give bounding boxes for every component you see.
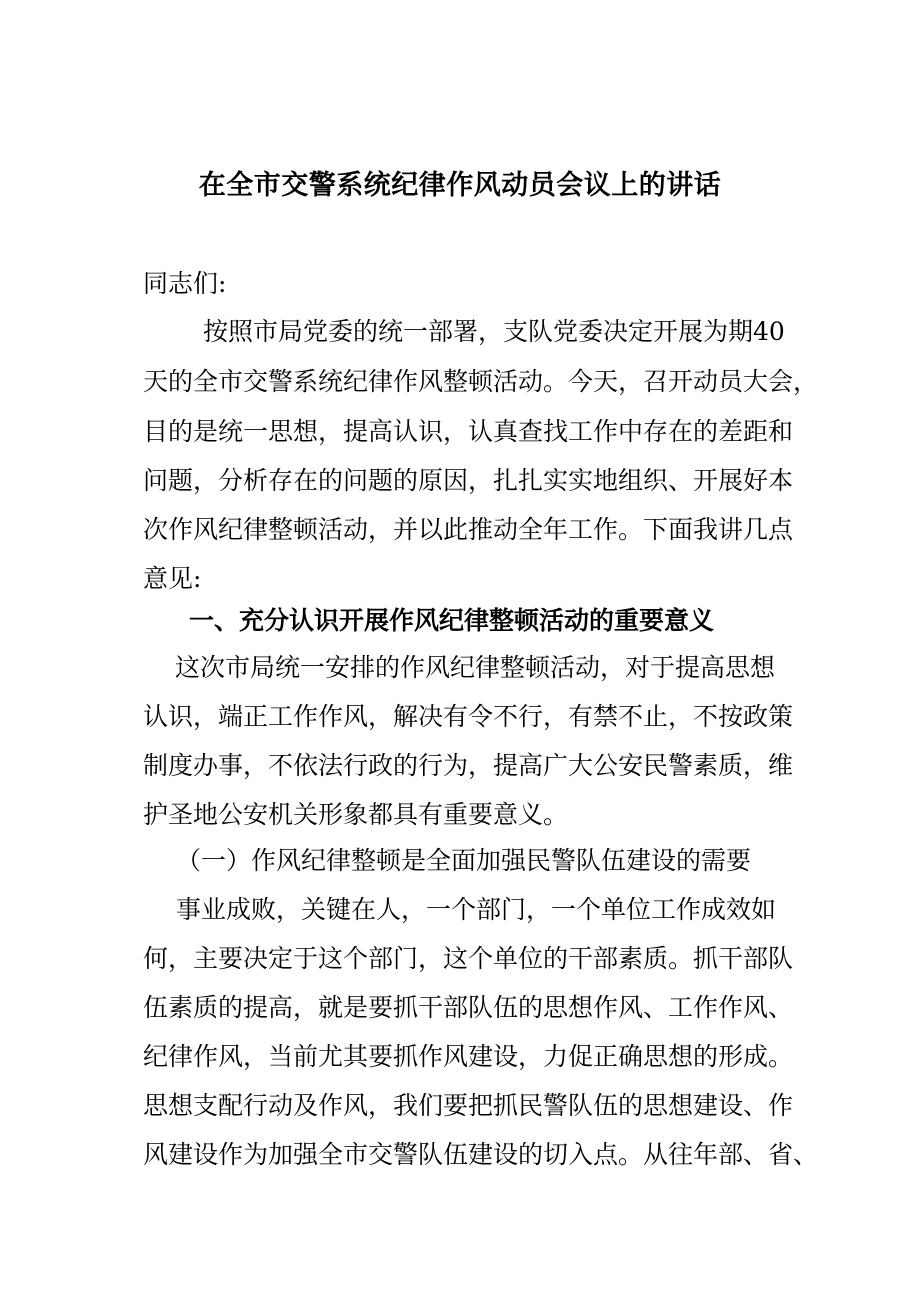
paragraph-line: 纪律作风，当前尤其要抓作风建设，力促正确思想的形成。 <box>143 1042 794 1071</box>
paragraph-line: 制度办事，不依法行政的行为，提高广大公安民警素质，维 <box>143 751 794 780</box>
paragraph-line: 何，主要决定于这个部门，这个单位的干部素质。抓干部队 <box>143 944 794 973</box>
paragraph-line: 天的全市交警系统纪律作风整顿活动。今天，召开动员大会， <box>143 367 819 396</box>
paragraph-line: 次作风纪律整顿活动，并以此推动全年工作。下面我讲几点 <box>143 515 794 544</box>
paragraph-line: 按照市局党委的统一部署，支队党委决定开展为期40 <box>203 317 785 346</box>
paragraph-line: 思想支配行动及作风，我们要把抓民警队伍的思想建设、作 <box>143 1091 794 1120</box>
paragraph-line: 意见: <box>143 564 202 593</box>
subsection-heading: （一）作风纪律整顿是全面加强民警队伍建设的需要 <box>176 846 752 875</box>
paragraph-line: 护圣地公安机关形象都具有重要意义。 <box>143 800 569 829</box>
salutation: 同志们: <box>143 269 227 298</box>
paragraph-line: 目的是统一思想，提高认识，认真查找工作中存在的差距和 <box>143 417 794 446</box>
section-heading: 一、充分认识开展作风纪律整顿活动的重要意义 <box>189 606 715 635</box>
paragraph-line: 伍素质的提高，就是要抓干部队伍的思想作风、工作作风、 <box>143 993 794 1022</box>
paragraph-line: 风建设作为加强全市交警队伍建设的切入点。从往年部、省、 <box>143 1140 819 1169</box>
paragraph-line: 认识，端正工作作风，解决有令不行，有禁不止，不按政策 <box>143 702 794 731</box>
paragraph-line: 这次市局统一安排的作风纪律整顿活动，对于提高思想 <box>175 653 776 682</box>
paragraph-line: 问题，分析存在的问题的原因，扎扎实实地组织、开展好本 <box>143 466 794 495</box>
document-title: 在全市交警系统纪律作风动员会议上的讲话 <box>198 170 722 201</box>
paragraph-line: 事业成败，关键在人，一个部门，一个单位工作成效如 <box>176 895 777 924</box>
